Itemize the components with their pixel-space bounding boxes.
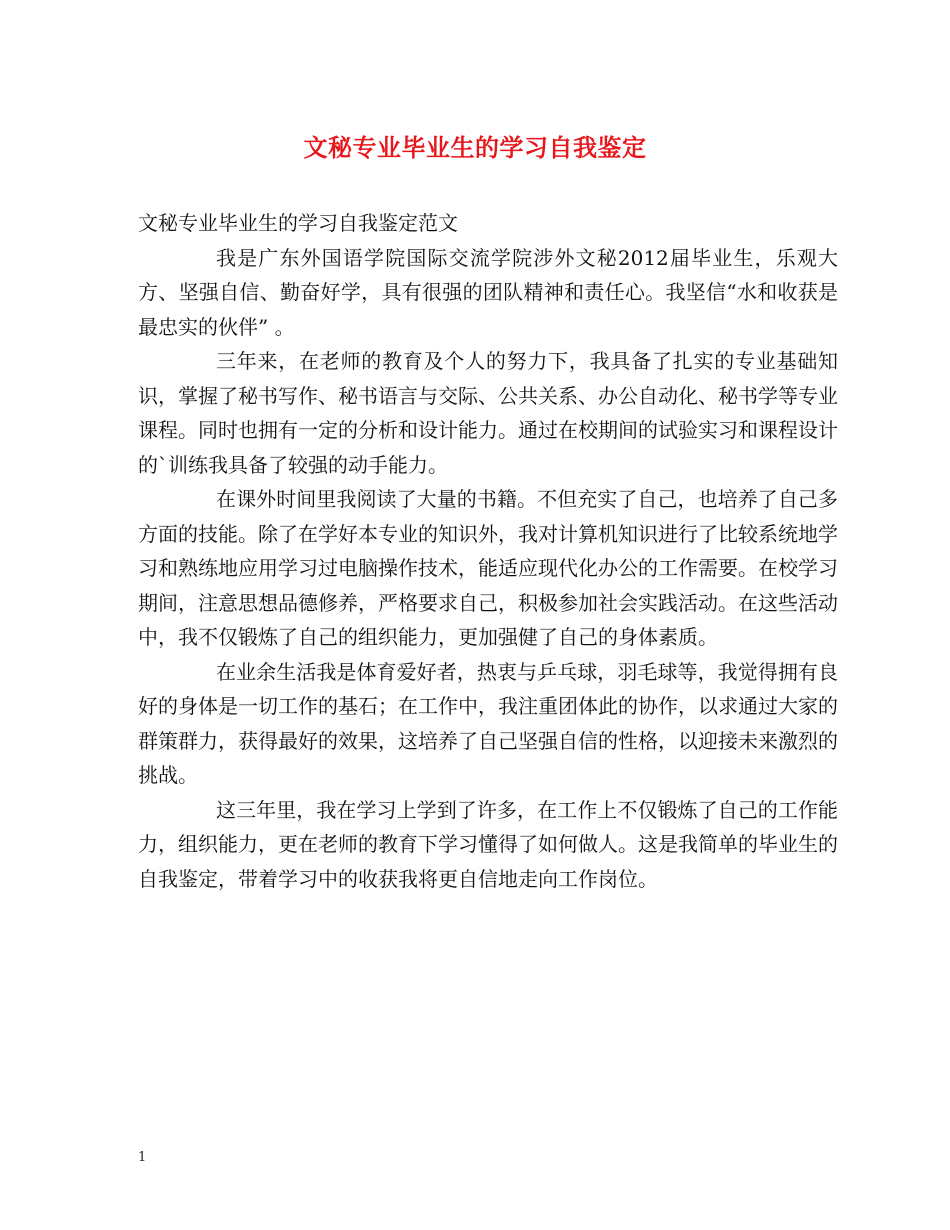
paragraph-5: 这三年里，我在学习上学到了许多，在工作上不仅锻炼了自己的工作能力，组织能力，更在老师的教育下学习懂得了如何做人。这是我简单的毕业生的自我鉴定，带着学习中的收获我将更自信地走向工作岗位。	[138, 797, 838, 891]
page-number: 1	[138, 1150, 147, 1165]
document-body	[138, 206, 838, 896]
paragraph-1: 我是广东外国语学院国际交流学院涉外文秘2012届毕业生，乐观大方、坚强自信、勤奋好学，具有很强的团队精神和责任心。我坚信“水和收获是最忠实的伙伴” 。	[138, 245, 838, 339]
paragraph-2: 三年来，在老师的教育及个人的努力下，我具备了扎实的专业基础知识，掌握了秘书写作、秘书语言与交际、公共关系、办公自动化、秘书学等专业课程。同时也拥有一定的分析和设计能力。通过在校期间的试验实习和课程设计的`训练我具备了较强的动手能力。	[138, 349, 838, 477]
document-subtitle: 文秘专业毕业生的学习自我鉴定范文	[138, 211, 458, 235]
document-title: 文秘专业毕业生的学习自我鉴定	[303, 133, 647, 162]
paragraph-3: 在课外时间里我阅读了大量的书籍。不但充实了自己，也培养了自己多方面的技能。除了在学好本专业的知识外，我对计算机知识进行了比较系统地学习和熟练地应用学习过电脑操作技术，能适应现代化办公的工作需要。在校学习期间，注意思想品德修养，严格要求自己，积极参加社会实践活动。在这些活动中，我不仅锻炼了自己的组织能力，更加强健了自己的身体素质。	[138, 487, 838, 649]
paragraph-4: 在业余生活我是体育爱好者，热衷与乒乓球，羽毛球等，我觉得拥有良好的身体是一切工作的基石；在工作中，我注重团体此的协作，以求通过大家的群策群力，获得最好的效果，这培养了自己坚强自信的性格，以迎接未来激烈的挑战。	[138, 659, 838, 787]
